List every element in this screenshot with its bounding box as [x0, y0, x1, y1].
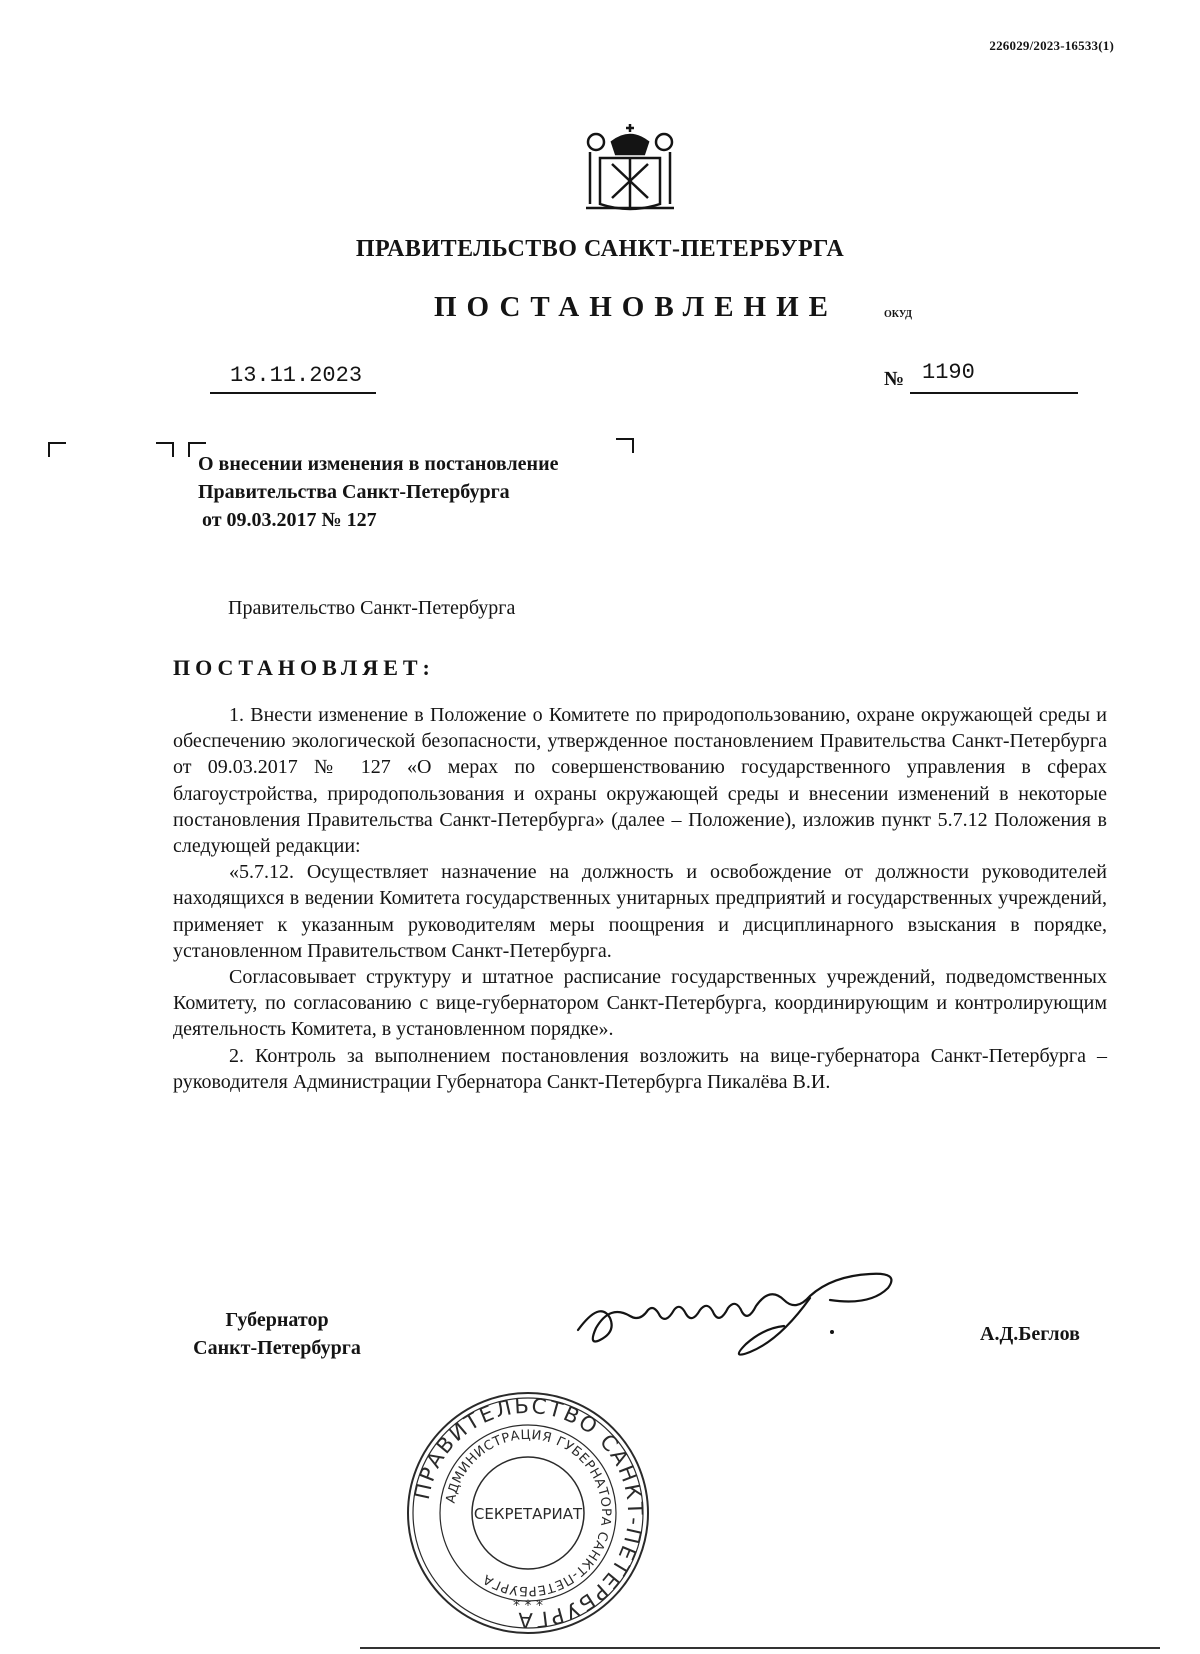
okud-label: ОКУД [884, 309, 913, 320]
subject-line: Правительства Санкт-Петербурга [198, 481, 510, 503]
st-petersburg-coat-of-arms-icon [582, 118, 678, 214]
subject-line: от 09.03.2017 № 127 [202, 509, 377, 531]
document-date: 13.11.2023 [230, 363, 363, 388]
document-number: 1190 [922, 360, 975, 385]
body-paragraph: Согласовывает структуру и штатное расписание государственных учреждений, подведомственных Комитету, по согласованию с вице-губернатором Санкт-Петербурга, координирующим и контролирующим деятельность Комитета, в установленном порядке». [173, 966, 1107, 1041]
svg-text:ПРАВИТЕЛЬСТВО САНКТ-ПЕТЕРБУРГА: ПРАВИТЕЛЬСТВО САНКТ-ПЕТЕРБУРГА [409, 1393, 648, 1633]
page-bottom-rule [360, 1647, 1160, 1649]
handwritten-signature-icon [570, 1270, 930, 1390]
resolves-heading: ПОСТАНОВЛЯЕТ: [173, 655, 435, 680]
issuer-title: ПРАВИТЕЛЬСТВО САНКТ-ПЕТЕРБУРГА [355, 236, 845, 262]
corner-mark [156, 442, 174, 457]
signer-title [170, 1306, 384, 1362]
body-paragraph: 1. Внести изменение в Положение о Комитете по природопользованию, охране окружающей среды и обеспечению экологической безопасности, утвержденное постановлением Правительства Санкт-Петербурга от 09.03.2017 № 127 «О мерах по совершенствованию государственного управления в сферах благоустройства, природопользования и охраны окружающей среды и внесении изменений в некоторые постановления Правительства Санкт-Петербурга» (далее – Положение), изложив пункт 5.7.12 Положения в следующей редакции: [173, 704, 1107, 858]
document-subject [198, 450, 558, 534]
corner-mark [48, 442, 66, 457]
body-paragraph: 2. Контроль за выполнением постановления возложить на вице-губернатора Санкт-Петербурга – руководителя Администрации Губернатора Санкт-Петербурга Пикалёва В.И. [173, 1044, 1107, 1093]
subject-line: О внесении изменения в постановление [198, 453, 559, 475]
registration-number: 226029/2023-16533(1) [989, 38, 1114, 53]
preamble: Правительство Санкт-Петербурга [228, 597, 516, 619]
signer-title-line: Губернатор [225, 1309, 329, 1331]
svg-text:СЕКРЕТАРИАТ: СЕКРЕТАРИАТ [473, 1505, 583, 1523]
svg-text:АДМИНИСТРАЦИЯ ГУБЕРНАТОРА САНК: АДМИНИСТРАЦИЯ ГУБЕРНАТОРА САНКТ-ПЕТЕРБУРГА [443, 1427, 614, 1599]
signer-title-line: Санкт-Петербурга [193, 1337, 361, 1359]
corner-mark [616, 438, 634, 453]
body-paragraph: «5.7.12. Осуществляет назначение на должность и освобождение от должности руководителей находящихся в ведении Комитета государственных унитарных предприятий и государственных учреждений, применяет к указанным руководителям меры поощрения и дисциплинарного взыскания в порядке, установленном Правительством Санкт-Петербурга. [173, 861, 1107, 962]
document-body [173, 702, 1107, 1095]
number-sign: № [884, 368, 905, 390]
svg-text:* * *: * * * [513, 1598, 543, 1614]
document-type: ПОСТАНОВЛЕНИЕ [434, 291, 839, 323]
official-stamp-icon [405, 1390, 651, 1636]
signer-name: А.Д.Беглов [980, 1323, 1080, 1345]
